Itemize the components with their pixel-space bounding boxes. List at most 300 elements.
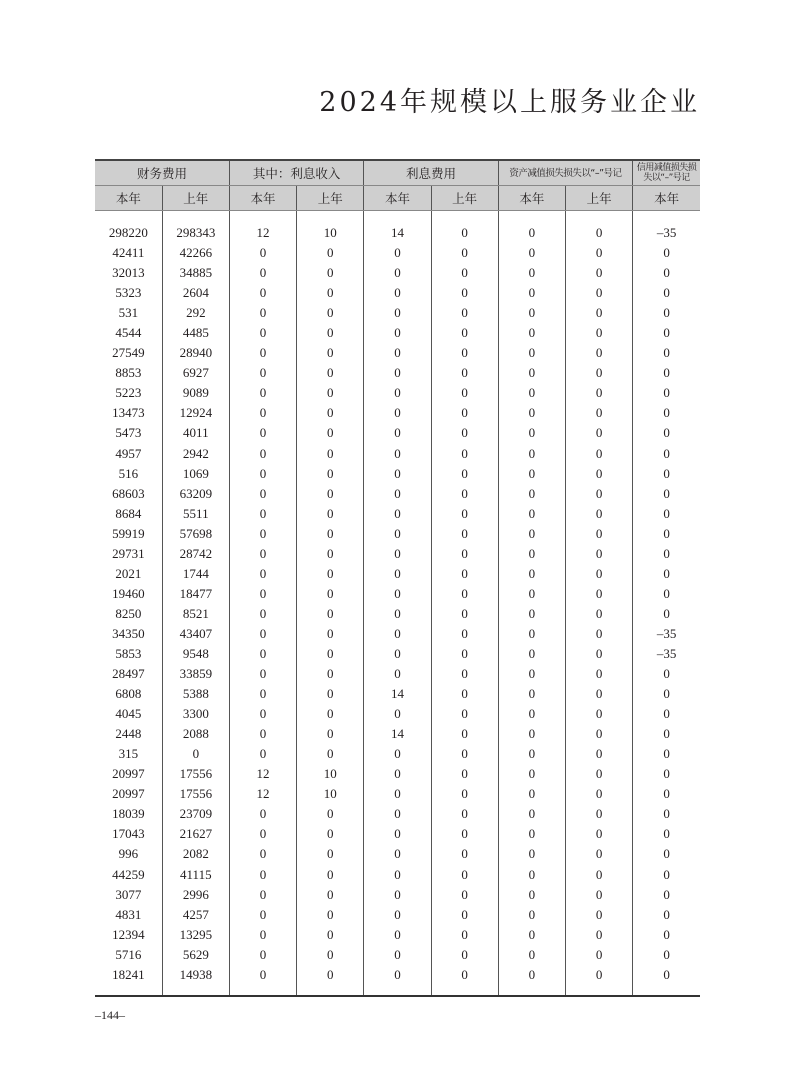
header-financial-expenses: 财务费用 — [95, 160, 229, 186]
table-cell: 0 — [633, 584, 700, 604]
table-cell: 0 — [431, 925, 498, 945]
table-cell: 0 — [633, 925, 700, 945]
table-cell: 2604 — [162, 283, 229, 303]
header-interest-expenses: 利息费用 — [364, 160, 498, 186]
table-cell: 0 — [498, 544, 565, 564]
table-row — [95, 584, 700, 604]
table-cell: 0 — [565, 504, 632, 524]
table-cell: 0 — [297, 544, 364, 564]
table-cell: 0 — [633, 423, 700, 443]
table-cell: 0 — [633, 484, 700, 504]
table-cell: 0 — [364, 744, 431, 764]
table-cell: 0 — [498, 684, 565, 704]
table-cell: 0 — [431, 484, 498, 504]
table-cell: 0 — [565, 263, 632, 283]
table-cell: 0 — [297, 885, 364, 905]
table-cell: 0 — [431, 865, 498, 885]
table-row — [95, 744, 700, 764]
table-cell: 0 — [431, 504, 498, 524]
table-cell: 59919 — [95, 524, 162, 544]
table-cell: 0 — [565, 925, 632, 945]
table-cell: 0 — [498, 444, 565, 464]
table-cell: 298220 — [95, 223, 162, 243]
table-cell: 28742 — [162, 544, 229, 564]
table-cell: 0 — [162, 744, 229, 764]
table-cell: 0 — [297, 584, 364, 604]
table-cell: 0 — [364, 323, 431, 343]
table-cell: 14 — [364, 684, 431, 704]
table-cell: 0 — [498, 283, 565, 303]
table-cell: 2448 — [95, 724, 162, 744]
table-cell: 0 — [565, 584, 632, 604]
table-cell: 0 — [297, 684, 364, 704]
table-cell: 27549 — [95, 343, 162, 363]
table-cell: 0 — [229, 564, 296, 584]
table-cell: 0 — [431, 263, 498, 283]
table-cell: 0 — [633, 664, 700, 684]
table-cell: 2088 — [162, 724, 229, 744]
table-cell: 10 — [297, 764, 364, 784]
table-row — [95, 484, 700, 504]
sub-header-current-year: 本年 — [498, 186, 565, 211]
table-row — [95, 624, 700, 644]
table-cell: 0 — [565, 524, 632, 544]
table-cell: 8684 — [95, 504, 162, 524]
table-cell: 0 — [633, 464, 700, 484]
table-cell: 5853 — [95, 644, 162, 664]
table-row — [95, 383, 700, 403]
table-cell: 0 — [431, 885, 498, 905]
table-cell: 14938 — [162, 965, 229, 985]
table-cell: 0 — [633, 564, 700, 584]
table-cell: 0 — [633, 965, 700, 985]
table-cell: 0 — [431, 564, 498, 584]
table-cell: 0 — [498, 564, 565, 584]
table-cell: 41115 — [162, 865, 229, 885]
table-cell: 0 — [364, 965, 431, 985]
table-cell: 0 — [498, 403, 565, 423]
table-cell: 0 — [297, 624, 364, 644]
table-cell: 0 — [364, 423, 431, 443]
table-cell: 0 — [633, 804, 700, 824]
sub-header-previous-year: 上年 — [162, 186, 229, 211]
table-row — [95, 824, 700, 844]
table-cell: 4831 — [95, 905, 162, 925]
table-cell: 0 — [565, 724, 632, 744]
table-cell: 0 — [633, 844, 700, 864]
table-cell: 0 — [297, 744, 364, 764]
table-cell: 0 — [297, 824, 364, 844]
table-cell: 0 — [364, 804, 431, 824]
table-cell: 0 — [364, 303, 431, 323]
table-cell: 5629 — [162, 945, 229, 965]
table-cell: 0 — [431, 423, 498, 443]
sub-header-previous-year: 上年 — [565, 186, 632, 211]
table-cell: 0 — [431, 905, 498, 925]
table-cell: 28497 — [95, 664, 162, 684]
table-cell: 0 — [229, 804, 296, 824]
table-cell: 298343 — [162, 223, 229, 243]
table-cell: 0 — [229, 544, 296, 564]
table-row — [95, 283, 700, 303]
table-cell: 0 — [364, 403, 431, 423]
table-cell: 14 — [364, 724, 431, 744]
table-cell: 2082 — [162, 844, 229, 864]
table-cell: 0 — [364, 824, 431, 844]
table-cell: 0 — [297, 865, 364, 885]
table-cell: 0 — [229, 844, 296, 864]
table-cell: 0 — [297, 444, 364, 464]
table-cell: 0 — [498, 243, 565, 263]
table-cell: 0 — [229, 824, 296, 844]
table-cell: 0 — [297, 403, 364, 423]
table-cell: 5388 — [162, 684, 229, 704]
table-cell: 0 — [565, 444, 632, 464]
table-cell: 42411 — [95, 243, 162, 263]
table-cell: 0 — [633, 403, 700, 423]
spacer-cell — [431, 211, 498, 224]
table-cell: 0 — [565, 945, 632, 965]
table-cell: 0 — [297, 905, 364, 925]
table-row — [95, 343, 700, 363]
table-row — [95, 464, 700, 484]
table-cell: 57698 — [162, 524, 229, 544]
table-cell: –35 — [633, 624, 700, 644]
table-cell: 0 — [229, 504, 296, 524]
table-cell: 0 — [297, 704, 364, 724]
table-cell: 0 — [229, 343, 296, 363]
table-cell: 5716 — [95, 945, 162, 965]
table-cell: 0 — [229, 945, 296, 965]
table-cell: 0 — [229, 484, 296, 504]
table-cell: 0 — [498, 464, 565, 484]
table-row — [95, 664, 700, 684]
padding-cell — [95, 985, 162, 996]
table-cell: 68603 — [95, 484, 162, 504]
table-cell: 0 — [297, 303, 364, 323]
table-cell: 4544 — [95, 323, 162, 343]
table-cell: 4045 — [95, 704, 162, 724]
table-cell: 13473 — [95, 403, 162, 423]
table-cell: 0 — [364, 484, 431, 504]
table-cell: 0 — [431, 684, 498, 704]
padding-cell — [633, 985, 700, 996]
table-cell: 0 — [498, 383, 565, 403]
table-cell: 0 — [297, 283, 364, 303]
table-cell: 0 — [431, 664, 498, 684]
header-interest-income: 其中：利息收入 — [229, 160, 363, 186]
table-cell: 0 — [297, 644, 364, 664]
table-cell: 0 — [364, 925, 431, 945]
table-cell: 0 — [364, 844, 431, 864]
table-cell: 0 — [633, 905, 700, 925]
table-cell: 0 — [297, 804, 364, 824]
spacer-cell — [297, 211, 364, 224]
table-cell: 0 — [431, 524, 498, 544]
table-cell: 0 — [498, 925, 565, 945]
table-row — [95, 804, 700, 824]
table-cell: 0 — [229, 744, 296, 764]
table-cell: 0 — [565, 824, 632, 844]
table-cell: 0 — [498, 644, 565, 664]
table-cell: 0 — [565, 464, 632, 484]
table-cell: 0 — [565, 844, 632, 864]
table-cell: 23709 — [162, 804, 229, 824]
table-cell: 0 — [297, 383, 364, 403]
table-cell: 0 — [431, 444, 498, 464]
table-cell: 34350 — [95, 624, 162, 644]
table-cell: 2942 — [162, 444, 229, 464]
table-cell: 0 — [229, 323, 296, 343]
table-cell: 0 — [431, 343, 498, 363]
table-cell: 996 — [95, 844, 162, 864]
spacer-cell — [364, 211, 431, 224]
spacer-cell — [498, 211, 565, 224]
table-cell: 0 — [498, 624, 565, 644]
table-cell: 0 — [364, 704, 431, 724]
table-cell: 0 — [565, 363, 632, 383]
table-cell: 0 — [229, 965, 296, 985]
table-cell: 0 — [431, 323, 498, 343]
table-cell: 9548 — [162, 644, 229, 664]
spacer-row — [95, 211, 700, 224]
table-cell: 0 — [498, 323, 565, 343]
table-cell: 0 — [498, 885, 565, 905]
table-cell: 2996 — [162, 885, 229, 905]
table-cell: 0 — [297, 524, 364, 544]
spacer-cell — [95, 211, 162, 224]
table-cell: –35 — [633, 223, 700, 243]
table-cell: 6927 — [162, 363, 229, 383]
table-cell: 0 — [297, 724, 364, 744]
table-cell: 0 — [565, 744, 632, 764]
table-cell: 0 — [364, 564, 431, 584]
table-cell: 0 — [498, 764, 565, 784]
table-cell: 0 — [364, 444, 431, 464]
table-row — [95, 724, 700, 744]
table-cell: 0 — [498, 664, 565, 684]
table-cell: 0 — [364, 784, 431, 804]
table-cell: 0 — [565, 383, 632, 403]
table-cell: 12 — [229, 784, 296, 804]
table-cell: 0 — [297, 423, 364, 443]
spacer-cell — [565, 211, 632, 224]
table-cell: 0 — [633, 604, 700, 624]
table-cell: 0 — [229, 704, 296, 724]
table-cell: 3300 — [162, 704, 229, 724]
table-cell: 0 — [364, 865, 431, 885]
table-row — [95, 403, 700, 423]
table-cell: 0 — [633, 885, 700, 905]
table-cell: 0 — [364, 945, 431, 965]
table-cell: 0 — [431, 403, 498, 423]
table-cell: 17043 — [95, 824, 162, 844]
table-cell: 13295 — [162, 925, 229, 945]
table-cell: 0 — [498, 504, 565, 524]
table-row — [95, 784, 700, 804]
table-cell: 0 — [431, 724, 498, 744]
table-cell: 0 — [297, 604, 364, 624]
table-cell: 0 — [633, 684, 700, 704]
table-cell: 0 — [633, 865, 700, 885]
sub-header-current-year: 本年 — [633, 186, 700, 211]
table-cell: 0 — [297, 945, 364, 965]
table-cell: 0 — [565, 484, 632, 504]
table-cell: 0 — [565, 223, 632, 243]
sub-header-current-year: 本年 — [95, 186, 162, 211]
table-cell: 0 — [431, 624, 498, 644]
table-row — [95, 444, 700, 464]
table-cell: 0 — [565, 865, 632, 885]
table-cell: 0 — [565, 664, 632, 684]
table-cell: 0 — [229, 724, 296, 744]
table-cell: 0 — [431, 544, 498, 564]
table-cell: 12 — [229, 764, 296, 784]
table-cell: 3077 — [95, 885, 162, 905]
table-cell: 0 — [364, 283, 431, 303]
table-cell: 0 — [229, 363, 296, 383]
table-cell: 9089 — [162, 383, 229, 403]
table-cell: 0 — [431, 744, 498, 764]
table-cell: 18477 — [162, 584, 229, 604]
padding-cell — [364, 985, 431, 996]
table-cell: 0 — [498, 303, 565, 323]
padding-cell — [162, 985, 229, 996]
table-cell: 6808 — [95, 684, 162, 704]
table-row — [95, 925, 700, 945]
table-cell: 0 — [633, 824, 700, 844]
table-cell: 10 — [297, 784, 364, 804]
table-body — [95, 211, 700, 996]
table-cell: 0 — [364, 644, 431, 664]
table-row — [95, 764, 700, 784]
group-header-row — [95, 160, 700, 186]
table-cell: 0 — [431, 223, 498, 243]
table-cell: 8521 — [162, 604, 229, 624]
table-cell: 0 — [229, 644, 296, 664]
table-row — [95, 243, 700, 263]
table-cell: 0 — [431, 764, 498, 784]
table-cell: 0 — [498, 223, 565, 243]
padding-cell — [297, 985, 364, 996]
table-cell: 12394 — [95, 925, 162, 945]
table-cell: 0 — [297, 464, 364, 484]
table-cell: 0 — [498, 965, 565, 985]
table-cell: 0 — [364, 363, 431, 383]
table-cell: 0 — [364, 464, 431, 484]
sub-header-row — [95, 186, 700, 211]
table-cell: 0 — [565, 403, 632, 423]
page-number: –144– — [95, 1008, 125, 1022]
table-cell: 29731 — [95, 544, 162, 564]
table-cell: 4257 — [162, 905, 229, 925]
table-cell: 0 — [633, 303, 700, 323]
page-title: 2024年规模以上服务业企业 — [319, 87, 700, 118]
table-cell: 0 — [633, 363, 700, 383]
table-cell: 0 — [565, 684, 632, 704]
table-cell: 0 — [431, 644, 498, 664]
table-cell: 292 — [162, 303, 229, 323]
table-row — [95, 965, 700, 985]
table-cell: 0 — [229, 423, 296, 443]
padding-cell — [498, 985, 565, 996]
table-cell: 0 — [633, 704, 700, 724]
spacer-cell — [633, 211, 700, 224]
sub-header-previous-year: 上年 — [297, 186, 364, 211]
table-cell: 0 — [364, 504, 431, 524]
table-cell: 0 — [229, 263, 296, 283]
table-cell: 0 — [633, 343, 700, 363]
table-cell: 0 — [565, 965, 632, 985]
table-cell: 0 — [431, 283, 498, 303]
table-cell: 0 — [229, 243, 296, 263]
table-cell: 0 — [364, 524, 431, 544]
table-cell: 0 — [364, 905, 431, 925]
table-cell: 0 — [229, 464, 296, 484]
table-cell: 0 — [431, 965, 498, 985]
table-cell: 0 — [498, 263, 565, 283]
table-cell: 0 — [431, 584, 498, 604]
table-cell: 0 — [229, 403, 296, 423]
table-cell: 0 — [364, 885, 431, 905]
table-row — [95, 504, 700, 524]
table-cell: 0 — [565, 323, 632, 343]
end-padding-row — [95, 985, 700, 996]
table-cell: 0 — [498, 484, 565, 504]
table-cell: 0 — [565, 905, 632, 925]
table-cell: 44259 — [95, 865, 162, 885]
table-cell: 0 — [297, 484, 364, 504]
table-row — [95, 945, 700, 965]
sub-header-current-year: 本年 — [229, 186, 296, 211]
table-cell: 14 — [364, 223, 431, 243]
padding-cell — [431, 985, 498, 996]
table-cell: 0 — [498, 804, 565, 824]
table-cell: 315 — [95, 744, 162, 764]
table-row — [95, 303, 700, 323]
table-cell: 0 — [565, 423, 632, 443]
table-cell: 1744 — [162, 564, 229, 584]
table-cell: 10 — [297, 223, 364, 243]
table-cell: 0 — [633, 283, 700, 303]
table-cell: 0 — [565, 343, 632, 363]
table-cell: 21627 — [162, 824, 229, 844]
table-cell: 0 — [565, 885, 632, 905]
header-credit-impairment-loss: 信用减值损失损失以“–”号记 — [633, 160, 700, 186]
table-cell: 12 — [229, 223, 296, 243]
table-cell: 0 — [498, 524, 565, 544]
table-cell: 0 — [297, 965, 364, 985]
table-cell: 20997 — [95, 764, 162, 784]
table-cell: 0 — [297, 664, 364, 684]
table-cell: 0 — [565, 624, 632, 644]
table-cell: 0 — [431, 464, 498, 484]
table-row — [95, 363, 700, 383]
table-cell: 0 — [633, 764, 700, 784]
table-cell: 0 — [229, 624, 296, 644]
table-cell: 43407 — [162, 624, 229, 644]
table-cell: 0 — [229, 664, 296, 684]
table-cell: 0 — [498, 784, 565, 804]
table-cell: 0 — [297, 564, 364, 584]
table-cell: 0 — [633, 724, 700, 744]
table-cell: 18039 — [95, 804, 162, 824]
table-cell: 0 — [364, 604, 431, 624]
table-cell: 8853 — [95, 363, 162, 383]
table-cell: 0 — [297, 504, 364, 524]
table-row — [95, 844, 700, 864]
table-cell: 0 — [498, 423, 565, 443]
